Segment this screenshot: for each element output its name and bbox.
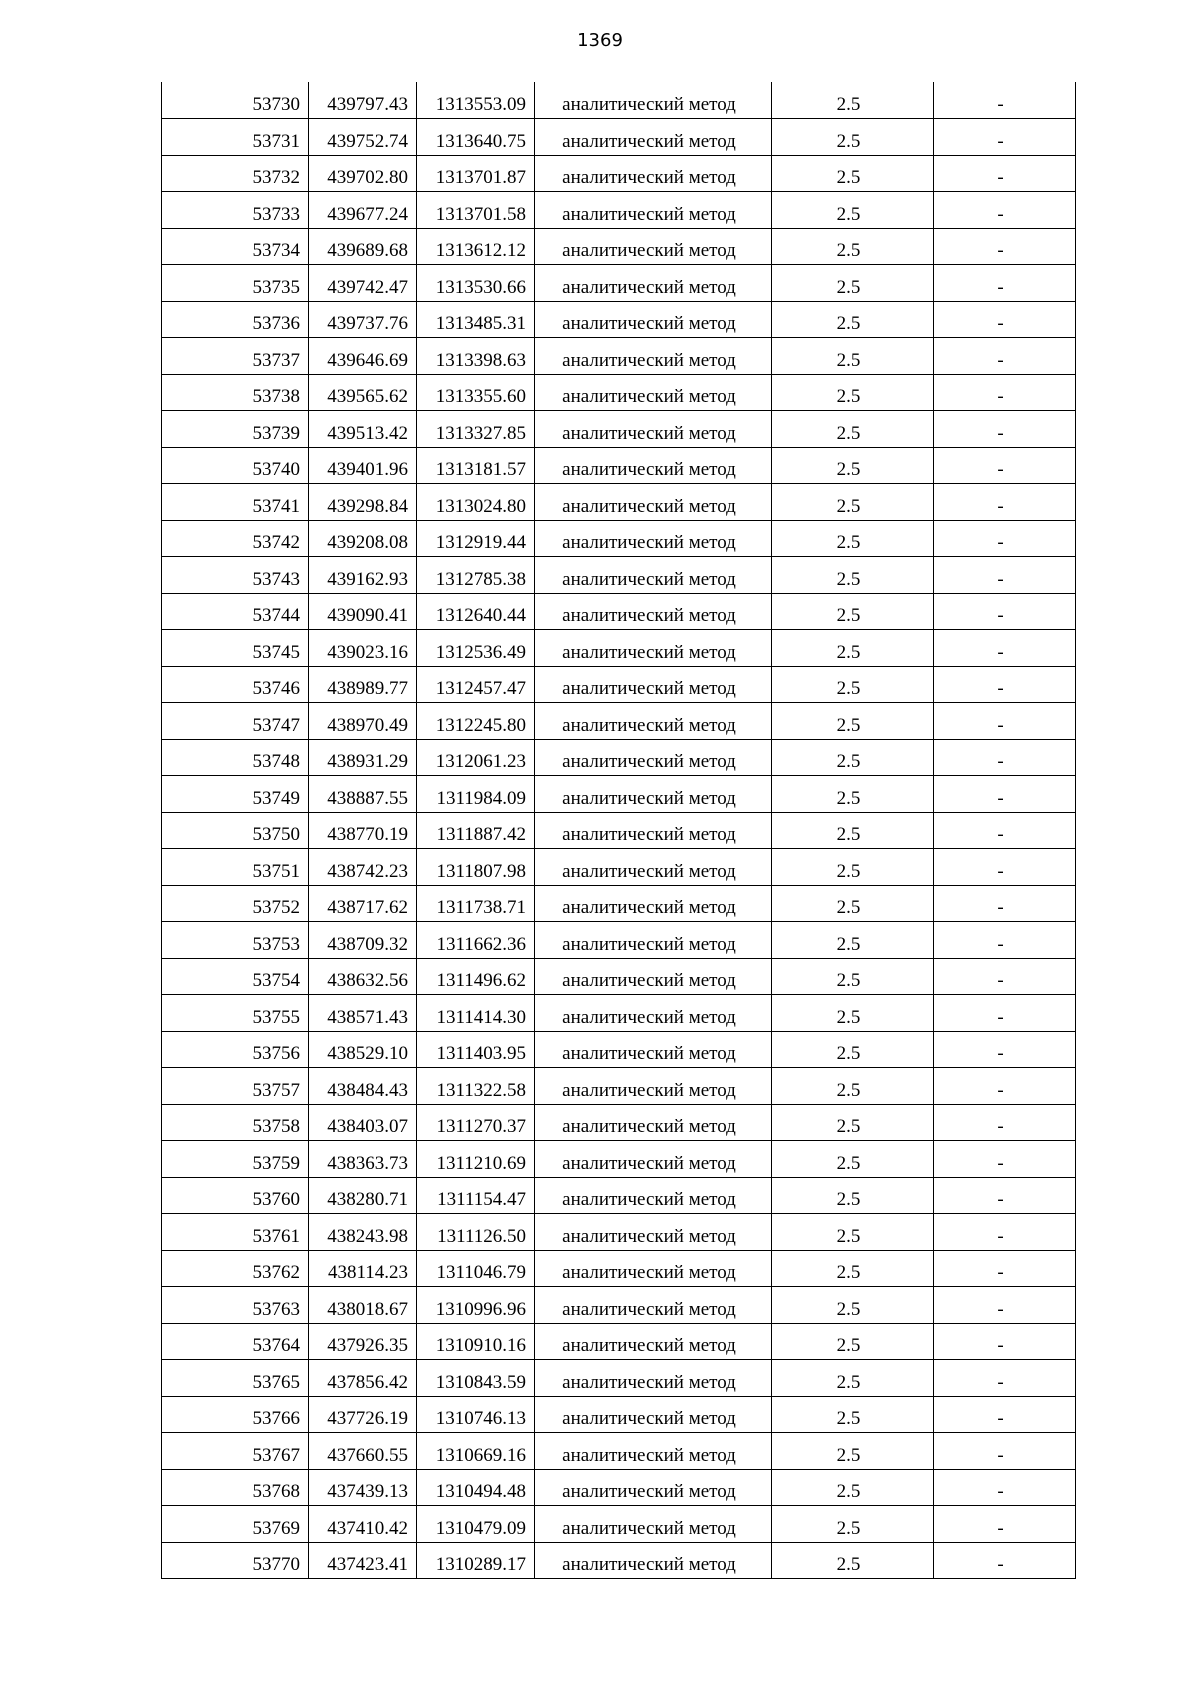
x-coordinate-cell: 438280.71 bbox=[309, 1177, 417, 1214]
point-number-cell: 53762 bbox=[162, 1250, 309, 1287]
note-cell: - bbox=[934, 301, 1076, 338]
table-row bbox=[162, 812, 1076, 849]
accuracy-cell: 2.5 bbox=[772, 374, 934, 411]
y-coordinate-cell: 1313024.80 bbox=[417, 484, 535, 521]
point-number-cell: 53736 bbox=[162, 301, 309, 338]
note-cell: - bbox=[934, 265, 1076, 302]
table-row bbox=[162, 1542, 1076, 1579]
point-number-cell: 53753 bbox=[162, 922, 309, 959]
note-cell: - bbox=[934, 1506, 1076, 1543]
point-number-cell: 53745 bbox=[162, 630, 309, 667]
note-cell: - bbox=[934, 1469, 1076, 1506]
method-cell: аналитический метод bbox=[535, 812, 772, 849]
note-cell: - bbox=[934, 1068, 1076, 1105]
y-coordinate-cell: 1311496.62 bbox=[417, 958, 535, 995]
x-coordinate-cell: 437660.55 bbox=[309, 1433, 417, 1470]
accuracy-cell: 2.5 bbox=[772, 1141, 934, 1178]
y-coordinate-cell: 1311322.58 bbox=[417, 1068, 535, 1105]
note-cell: - bbox=[934, 228, 1076, 265]
x-coordinate-cell: 438742.23 bbox=[309, 849, 417, 886]
y-coordinate-cell: 1311210.69 bbox=[417, 1141, 535, 1178]
point-number-cell: 53766 bbox=[162, 1396, 309, 1433]
point-number-cell: 53734 bbox=[162, 228, 309, 265]
point-number-cell: 53752 bbox=[162, 885, 309, 922]
note-cell: - bbox=[934, 557, 1076, 594]
note-cell: - bbox=[934, 593, 1076, 630]
accuracy-cell: 2.5 bbox=[772, 1506, 934, 1543]
table-row bbox=[162, 484, 1076, 521]
note-cell: - bbox=[934, 812, 1076, 849]
y-coordinate-cell: 1310479.09 bbox=[417, 1506, 535, 1543]
y-coordinate-cell: 1313701.87 bbox=[417, 155, 535, 192]
point-number-cell: 53749 bbox=[162, 776, 309, 813]
note-cell: - bbox=[934, 520, 1076, 557]
x-coordinate-cell: 437726.19 bbox=[309, 1396, 417, 1433]
accuracy-cell: 2.5 bbox=[772, 1360, 934, 1397]
y-coordinate-cell: 1311887.42 bbox=[417, 812, 535, 849]
y-coordinate-cell: 1313485.31 bbox=[417, 301, 535, 338]
accuracy-cell: 2.5 bbox=[772, 557, 934, 594]
table-row bbox=[162, 447, 1076, 484]
method-cell: аналитический метод bbox=[535, 1031, 772, 1068]
point-number-cell: 53757 bbox=[162, 1068, 309, 1105]
accuracy-cell: 2.5 bbox=[772, 119, 934, 156]
table-row bbox=[162, 228, 1076, 265]
table-row bbox=[162, 1177, 1076, 1214]
x-coordinate-cell: 438989.77 bbox=[309, 666, 417, 703]
y-coordinate-cell: 1312785.38 bbox=[417, 557, 535, 594]
y-coordinate-cell: 1313640.75 bbox=[417, 119, 535, 156]
note-cell: - bbox=[934, 82, 1076, 119]
table-row bbox=[162, 82, 1076, 119]
table-row bbox=[162, 739, 1076, 776]
note-cell: - bbox=[934, 1141, 1076, 1178]
note-cell: - bbox=[934, 958, 1076, 995]
table-row bbox=[162, 520, 1076, 557]
table-row bbox=[162, 119, 1076, 156]
table-row bbox=[162, 1214, 1076, 1251]
point-number-cell: 53750 bbox=[162, 812, 309, 849]
x-coordinate-cell: 437410.42 bbox=[309, 1506, 417, 1543]
note-cell: - bbox=[934, 776, 1076, 813]
accuracy-cell: 2.5 bbox=[772, 812, 934, 849]
note-cell: - bbox=[934, 885, 1076, 922]
y-coordinate-cell: 1313181.57 bbox=[417, 447, 535, 484]
note-cell: - bbox=[934, 995, 1076, 1032]
method-cell: аналитический метод bbox=[535, 995, 772, 1032]
x-coordinate-cell: 438403.07 bbox=[309, 1104, 417, 1141]
table-row bbox=[162, 995, 1076, 1032]
method-cell: аналитический метод bbox=[535, 666, 772, 703]
page-number: 1369 bbox=[577, 30, 623, 51]
accuracy-cell: 2.5 bbox=[772, 155, 934, 192]
table-row bbox=[162, 374, 1076, 411]
x-coordinate-cell: 437439.13 bbox=[309, 1469, 417, 1506]
y-coordinate-cell: 1310843.59 bbox=[417, 1360, 535, 1397]
y-coordinate-cell: 1312919.44 bbox=[417, 520, 535, 557]
y-coordinate-cell: 1311807.98 bbox=[417, 849, 535, 886]
y-coordinate-cell: 1313355.60 bbox=[417, 374, 535, 411]
method-cell: аналитический метод bbox=[535, 1141, 772, 1178]
method-cell: аналитический метод bbox=[535, 1250, 772, 1287]
table-row bbox=[162, 1433, 1076, 1470]
y-coordinate-cell: 1313327.85 bbox=[417, 411, 535, 448]
x-coordinate-cell: 439752.74 bbox=[309, 119, 417, 156]
accuracy-cell: 2.5 bbox=[772, 338, 934, 375]
table-row bbox=[162, 1141, 1076, 1178]
point-number-cell: 53742 bbox=[162, 520, 309, 557]
note-cell: - bbox=[934, 1250, 1076, 1287]
note-cell: - bbox=[934, 1104, 1076, 1141]
y-coordinate-cell: 1311738.71 bbox=[417, 885, 535, 922]
point-number-cell: 53758 bbox=[162, 1104, 309, 1141]
note-cell: - bbox=[934, 1287, 1076, 1324]
y-coordinate-cell: 1310494.48 bbox=[417, 1469, 535, 1506]
method-cell: аналитический метод bbox=[535, 1469, 772, 1506]
point-number-cell: 53737 bbox=[162, 338, 309, 375]
note-cell: - bbox=[934, 1031, 1076, 1068]
method-cell: аналитический метод bbox=[535, 593, 772, 630]
table-row bbox=[162, 155, 1076, 192]
point-number-cell: 53760 bbox=[162, 1177, 309, 1214]
x-coordinate-cell: 438571.43 bbox=[309, 995, 417, 1032]
accuracy-cell: 2.5 bbox=[772, 593, 934, 630]
y-coordinate-cell: 1312061.23 bbox=[417, 739, 535, 776]
table-row bbox=[162, 557, 1076, 594]
point-number-cell: 53738 bbox=[162, 374, 309, 411]
table-row bbox=[162, 192, 1076, 229]
x-coordinate-cell: 438632.56 bbox=[309, 958, 417, 995]
method-cell: аналитический метод bbox=[535, 411, 772, 448]
point-number-cell: 53768 bbox=[162, 1469, 309, 1506]
x-coordinate-cell: 438887.55 bbox=[309, 776, 417, 813]
y-coordinate-cell: 1311414.30 bbox=[417, 995, 535, 1032]
point-number-cell: 53730 bbox=[162, 82, 309, 119]
method-cell: аналитический метод bbox=[535, 922, 772, 959]
accuracy-cell: 2.5 bbox=[772, 192, 934, 229]
table-row bbox=[162, 1287, 1076, 1324]
x-coordinate-cell: 439742.47 bbox=[309, 265, 417, 302]
method-cell: аналитический метод bbox=[535, 885, 772, 922]
method-cell: аналитический метод bbox=[535, 484, 772, 521]
method-cell: аналитический метод bbox=[535, 1433, 772, 1470]
note-cell: - bbox=[934, 703, 1076, 740]
point-number-cell: 53735 bbox=[162, 265, 309, 302]
table-row bbox=[162, 265, 1076, 302]
point-number-cell: 53744 bbox=[162, 593, 309, 630]
accuracy-cell: 2.5 bbox=[772, 1214, 934, 1251]
y-coordinate-cell: 1312536.49 bbox=[417, 630, 535, 667]
point-number-cell: 53743 bbox=[162, 557, 309, 594]
x-coordinate-cell: 439298.84 bbox=[309, 484, 417, 521]
method-cell: аналитический метод bbox=[535, 1506, 772, 1543]
point-number-cell: 53733 bbox=[162, 192, 309, 229]
x-coordinate-cell: 439162.93 bbox=[309, 557, 417, 594]
x-coordinate-cell: 438529.10 bbox=[309, 1031, 417, 1068]
accuracy-cell: 2.5 bbox=[772, 703, 934, 740]
y-coordinate-cell: 1310996.96 bbox=[417, 1287, 535, 1324]
y-coordinate-cell: 1312245.80 bbox=[417, 703, 535, 740]
point-number-cell: 53732 bbox=[162, 155, 309, 192]
point-number-cell: 53769 bbox=[162, 1506, 309, 1543]
x-coordinate-cell: 437423.41 bbox=[309, 1542, 417, 1579]
method-cell: аналитический метод bbox=[535, 447, 772, 484]
x-coordinate-cell: 439737.76 bbox=[309, 301, 417, 338]
x-coordinate-cell: 439401.96 bbox=[309, 447, 417, 484]
point-number-cell: 53764 bbox=[162, 1323, 309, 1360]
table-row bbox=[162, 666, 1076, 703]
y-coordinate-cell: 1313553.09 bbox=[417, 82, 535, 119]
table-row bbox=[162, 1469, 1076, 1506]
accuracy-cell: 2.5 bbox=[772, 82, 934, 119]
point-number-cell: 53747 bbox=[162, 703, 309, 740]
accuracy-cell: 2.5 bbox=[772, 1068, 934, 1105]
accuracy-cell: 2.5 bbox=[772, 1177, 934, 1214]
x-coordinate-cell: 439702.80 bbox=[309, 155, 417, 192]
method-cell: аналитический метод bbox=[535, 703, 772, 740]
method-cell: аналитический метод bbox=[535, 739, 772, 776]
accuracy-cell: 2.5 bbox=[772, 1433, 934, 1470]
table-row bbox=[162, 338, 1076, 375]
point-number-cell: 53756 bbox=[162, 1031, 309, 1068]
point-number-cell: 53763 bbox=[162, 1287, 309, 1324]
y-coordinate-cell: 1313701.58 bbox=[417, 192, 535, 229]
x-coordinate-cell: 439646.69 bbox=[309, 338, 417, 375]
y-coordinate-cell: 1310289.17 bbox=[417, 1542, 535, 1579]
note-cell: - bbox=[934, 484, 1076, 521]
table-row bbox=[162, 630, 1076, 667]
y-coordinate-cell: 1313530.66 bbox=[417, 265, 535, 302]
table-row bbox=[162, 958, 1076, 995]
point-number-cell: 53759 bbox=[162, 1141, 309, 1178]
coordinates-table-body bbox=[162, 82, 1076, 1579]
accuracy-cell: 2.5 bbox=[772, 1542, 934, 1579]
table-row bbox=[162, 885, 1076, 922]
accuracy-cell: 2.5 bbox=[772, 849, 934, 886]
y-coordinate-cell: 1311154.47 bbox=[417, 1177, 535, 1214]
method-cell: аналитический метод bbox=[535, 557, 772, 594]
point-number-cell: 53754 bbox=[162, 958, 309, 995]
x-coordinate-cell: 438243.98 bbox=[309, 1214, 417, 1251]
note-cell: - bbox=[934, 411, 1076, 448]
table-row bbox=[162, 1031, 1076, 1068]
x-coordinate-cell: 437856.42 bbox=[309, 1360, 417, 1397]
table-row bbox=[162, 1068, 1076, 1105]
point-number-cell: 53741 bbox=[162, 484, 309, 521]
x-coordinate-cell: 438931.29 bbox=[309, 739, 417, 776]
y-coordinate-cell: 1311270.37 bbox=[417, 1104, 535, 1141]
method-cell: аналитический метод bbox=[535, 1542, 772, 1579]
method-cell: аналитический метод bbox=[535, 228, 772, 265]
note-cell: - bbox=[934, 1323, 1076, 1360]
accuracy-cell: 2.5 bbox=[772, 922, 934, 959]
accuracy-cell: 2.5 bbox=[772, 885, 934, 922]
y-coordinate-cell: 1311403.95 bbox=[417, 1031, 535, 1068]
table-row bbox=[162, 301, 1076, 338]
point-number-cell: 53746 bbox=[162, 666, 309, 703]
table-row bbox=[162, 1104, 1076, 1141]
x-coordinate-cell: 438717.62 bbox=[309, 885, 417, 922]
y-coordinate-cell: 1313612.12 bbox=[417, 228, 535, 265]
point-number-cell: 53739 bbox=[162, 411, 309, 448]
note-cell: - bbox=[934, 1177, 1076, 1214]
table-row bbox=[162, 1396, 1076, 1433]
note-cell: - bbox=[934, 666, 1076, 703]
table-row bbox=[162, 1360, 1076, 1397]
accuracy-cell: 2.5 bbox=[772, 411, 934, 448]
note-cell: - bbox=[934, 630, 1076, 667]
note-cell: - bbox=[934, 1214, 1076, 1251]
table-row bbox=[162, 776, 1076, 813]
accuracy-cell: 2.5 bbox=[772, 1287, 934, 1324]
accuracy-cell: 2.5 bbox=[772, 739, 934, 776]
x-coordinate-cell: 438770.19 bbox=[309, 812, 417, 849]
note-cell: - bbox=[934, 192, 1076, 229]
note-cell: - bbox=[934, 739, 1076, 776]
point-number-cell: 53755 bbox=[162, 995, 309, 1032]
note-cell: - bbox=[934, 447, 1076, 484]
accuracy-cell: 2.5 bbox=[772, 265, 934, 302]
x-coordinate-cell: 439208.08 bbox=[309, 520, 417, 557]
method-cell: аналитический метод bbox=[535, 155, 772, 192]
note-cell: - bbox=[934, 1433, 1076, 1470]
table-row bbox=[162, 1250, 1076, 1287]
accuracy-cell: 2.5 bbox=[772, 301, 934, 338]
method-cell: аналитический метод bbox=[535, 1287, 772, 1324]
x-coordinate-cell: 438970.49 bbox=[309, 703, 417, 740]
x-coordinate-cell: 439090.41 bbox=[309, 593, 417, 630]
note-cell: - bbox=[934, 374, 1076, 411]
x-coordinate-cell: 439677.24 bbox=[309, 192, 417, 229]
point-number-cell: 53731 bbox=[162, 119, 309, 156]
method-cell: аналитический метод bbox=[535, 82, 772, 119]
y-coordinate-cell: 1310910.16 bbox=[417, 1323, 535, 1360]
table-row bbox=[162, 849, 1076, 886]
y-coordinate-cell: 1310669.16 bbox=[417, 1433, 535, 1470]
note-cell: - bbox=[934, 1360, 1076, 1397]
x-coordinate-cell: 439689.68 bbox=[309, 228, 417, 265]
method-cell: аналитический метод bbox=[535, 1396, 772, 1433]
method-cell: аналитический метод bbox=[535, 338, 772, 375]
point-number-cell: 53767 bbox=[162, 1433, 309, 1470]
table-row bbox=[162, 1323, 1076, 1360]
y-coordinate-cell: 1313398.63 bbox=[417, 338, 535, 375]
point-number-cell: 53751 bbox=[162, 849, 309, 886]
method-cell: аналитический метод bbox=[535, 1360, 772, 1397]
note-cell: - bbox=[934, 1542, 1076, 1579]
x-coordinate-cell: 438363.73 bbox=[309, 1141, 417, 1178]
method-cell: аналитический метод bbox=[535, 849, 772, 886]
accuracy-cell: 2.5 bbox=[772, 958, 934, 995]
accuracy-cell: 2.5 bbox=[772, 1396, 934, 1433]
accuracy-cell: 2.5 bbox=[772, 630, 934, 667]
accuracy-cell: 2.5 bbox=[772, 484, 934, 521]
accuracy-cell: 2.5 bbox=[772, 447, 934, 484]
note-cell: - bbox=[934, 119, 1076, 156]
method-cell: аналитический метод bbox=[535, 1068, 772, 1105]
method-cell: аналитический метод bbox=[535, 301, 772, 338]
method-cell: аналитический метод bbox=[535, 192, 772, 229]
accuracy-cell: 2.5 bbox=[772, 1250, 934, 1287]
method-cell: аналитический метод bbox=[535, 374, 772, 411]
y-coordinate-cell: 1310746.13 bbox=[417, 1396, 535, 1433]
method-cell: аналитический метод bbox=[535, 119, 772, 156]
x-coordinate-cell: 438484.43 bbox=[309, 1068, 417, 1105]
table-row bbox=[162, 1506, 1076, 1543]
y-coordinate-cell: 1312457.47 bbox=[417, 666, 535, 703]
table-row bbox=[162, 411, 1076, 448]
x-coordinate-cell: 438709.32 bbox=[309, 922, 417, 959]
accuracy-cell: 2.5 bbox=[772, 1469, 934, 1506]
point-number-cell: 53740 bbox=[162, 447, 309, 484]
accuracy-cell: 2.5 bbox=[772, 1104, 934, 1141]
note-cell: - bbox=[934, 338, 1076, 375]
note-cell: - bbox=[934, 849, 1076, 886]
coordinates-table bbox=[161, 82, 1076, 1579]
method-cell: аналитический метод bbox=[535, 1104, 772, 1141]
x-coordinate-cell: 438018.67 bbox=[309, 1287, 417, 1324]
accuracy-cell: 2.5 bbox=[772, 666, 934, 703]
note-cell: - bbox=[934, 1396, 1076, 1433]
point-number-cell: 53765 bbox=[162, 1360, 309, 1397]
point-number-cell: 53770 bbox=[162, 1542, 309, 1579]
accuracy-cell: 2.5 bbox=[772, 776, 934, 813]
y-coordinate-cell: 1311662.36 bbox=[417, 922, 535, 959]
y-coordinate-cell: 1311126.50 bbox=[417, 1214, 535, 1251]
method-cell: аналитический метод bbox=[535, 1177, 772, 1214]
x-coordinate-cell: 439023.16 bbox=[309, 630, 417, 667]
x-coordinate-cell: 439513.42 bbox=[309, 411, 417, 448]
method-cell: аналитический метод bbox=[535, 1214, 772, 1251]
method-cell: аналитический метод bbox=[535, 958, 772, 995]
accuracy-cell: 2.5 bbox=[772, 995, 934, 1032]
point-number-cell: 53761 bbox=[162, 1214, 309, 1251]
x-coordinate-cell: 439565.62 bbox=[309, 374, 417, 411]
accuracy-cell: 2.5 bbox=[772, 1323, 934, 1360]
table-row bbox=[162, 593, 1076, 630]
note-cell: - bbox=[934, 155, 1076, 192]
accuracy-cell: 2.5 bbox=[772, 228, 934, 265]
accuracy-cell: 2.5 bbox=[772, 520, 934, 557]
x-coordinate-cell: 438114.23 bbox=[309, 1250, 417, 1287]
y-coordinate-cell: 1312640.44 bbox=[417, 593, 535, 630]
method-cell: аналитический метод bbox=[535, 630, 772, 667]
x-coordinate-cell: 437926.35 bbox=[309, 1323, 417, 1360]
method-cell: аналитический метод bbox=[535, 520, 772, 557]
table-row bbox=[162, 922, 1076, 959]
method-cell: аналитический метод bbox=[535, 776, 772, 813]
method-cell: аналитический метод bbox=[535, 1323, 772, 1360]
table-row bbox=[162, 703, 1076, 740]
point-number-cell: 53748 bbox=[162, 739, 309, 776]
x-coordinate-cell: 439797.43 bbox=[309, 82, 417, 119]
method-cell: аналитический метод bbox=[535, 265, 772, 302]
y-coordinate-cell: 1311046.79 bbox=[417, 1250, 535, 1287]
accuracy-cell: 2.5 bbox=[772, 1031, 934, 1068]
note-cell: - bbox=[934, 922, 1076, 959]
y-coordinate-cell: 1311984.09 bbox=[417, 776, 535, 813]
